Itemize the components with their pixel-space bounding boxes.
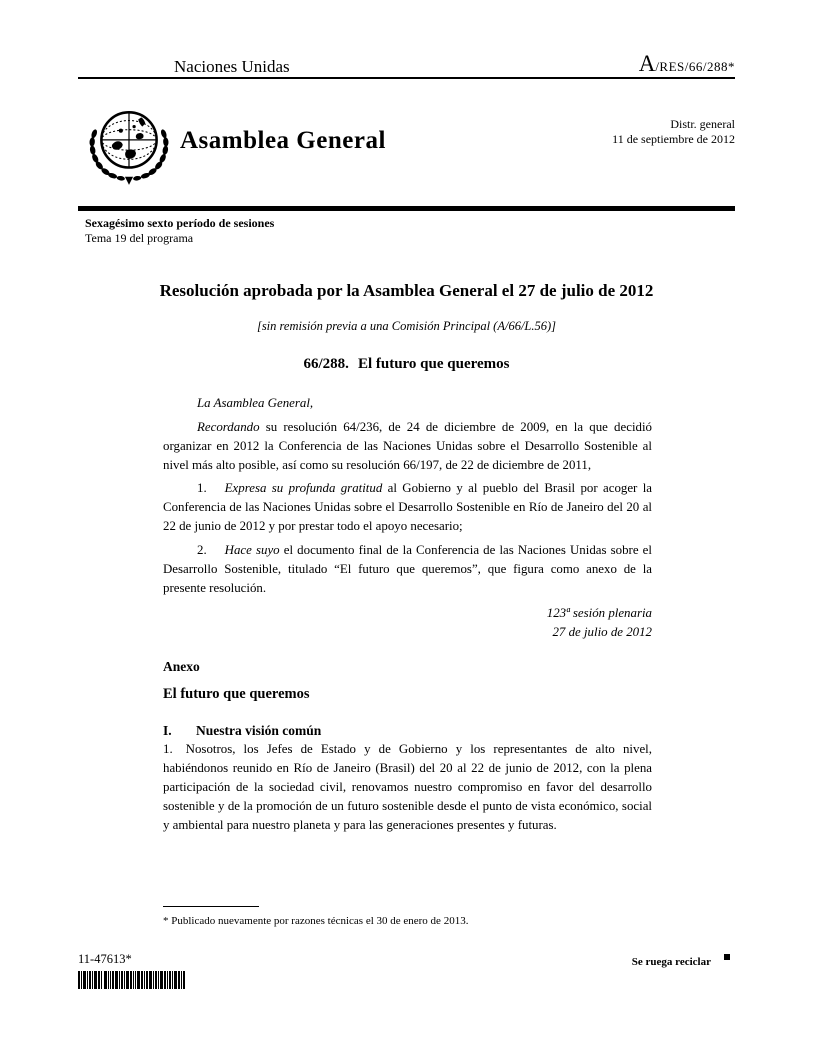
- footnote-block: [163, 906, 652, 928]
- distribution-block: [612, 117, 735, 189]
- paragraph-number: 2.: [197, 542, 207, 557]
- header-rule: [78, 206, 735, 211]
- annex-title: El futuro que queremos: [163, 685, 310, 702]
- section-heading: [163, 721, 652, 740]
- resolution-name: El futuro que queremos: [357, 356, 510, 372]
- session-block: [85, 216, 274, 246]
- footnote-text: * Publicado nuevamente por razones técnicas el 30 de enero de 2013.: [163, 915, 469, 927]
- operative-paragraph-2: [163, 541, 652, 598]
- preamble-rest: su resolución 64/236, de 24 de diciembre de 2009, en la que decidió organizar en 2012 la Conferencia de las Naciones Unidas sobre el Desarrollo Sostenible al nivel más alto posible, así como su resolución 66/197, de 22 de diciembre de 2011,: [163, 419, 652, 472]
- recycle-note: [632, 956, 730, 968]
- paragraph-rest: al Gobierno y al pueblo del Brasil por acoger la Conferencia de las Naciones Unidas sobre el Desarrollo Sostenible en Río de Janeiro del 20 al 22 de junio de 2012 y por prestar todo el apoyo necesario;: [163, 481, 653, 533]
- recycle-text: Se ruega reciclar: [631, 956, 711, 968]
- resolution-number-line: [78, 356, 735, 373]
- paragraph-number: 1.: [163, 741, 173, 756]
- plenary-session: 123ª sesión plenaria: [546, 605, 652, 620]
- paragraph-number: 1.: [197, 481, 207, 495]
- opening-line: La Asamblea General,: [197, 396, 314, 410]
- document-job-number: 11-47613*: [78, 952, 132, 966]
- agenda-item: Tema 19 del programa: [85, 231, 194, 245]
- org-name: Naciones Unidas: [174, 57, 290, 76]
- masthead: [78, 53, 735, 79]
- doc-symbol: [638, 51, 735, 77]
- operative-paragraph-1: [163, 479, 652, 536]
- paragraph-lead: Hace suyo: [224, 542, 280, 557]
- paragraph-text: Nosotros, los Jefes de Estado y de Gobierno y los representantes de alto nivel, habiéndonos reunido en Río de Janeiro (Brasil) del 20 al 22 de junio de 2012, con la plena participación de la sociedad civil, renovamos nuestro compromiso en favor del desarrollo sostenible y de la promoción de un futuro sostenible desde el punto de vista económico, social y ambiental para nuestro planeta y para las generaciones presentes y futuras.: [163, 741, 652, 832]
- doc-symbol-letter: A: [638, 51, 656, 76]
- doc-symbol-rest: /RES/66/288*: [655, 59, 735, 74]
- paragraph-rest: el documento final de la Conferencia de las Naciones Unidas sobre el Desarrollo Sostenible, titulado “El futuro que queremos”, que figura como anexo de la presente resolución.: [163, 542, 652, 595]
- section-title: Nuestra visión común: [196, 722, 322, 738]
- annex-paragraph-1: [163, 740, 652, 835]
- resolution-heading: [78, 281, 735, 373]
- un-emblem-icon: [84, 99, 174, 189]
- footnote-rule: [163, 906, 259, 907]
- recycle-icon: [724, 954, 730, 960]
- paragraph-lead: Expresa su profunda gratitud: [224, 481, 383, 495]
- org-title: Asamblea General: [180, 127, 386, 154]
- resolution-note: [sin remisión previa a una Comisión Principal (A/66/L.56)]: [256, 319, 557, 333]
- header-row: [84, 99, 735, 189]
- preamble-lead: Recordando: [197, 419, 260, 434]
- annex-label: Anexo: [163, 658, 200, 674]
- distribution-label: Distr. general: [670, 117, 735, 131]
- section-number: I.: [163, 722, 172, 738]
- session-title: Sexagésimo sexto período de sesiones: [85, 216, 275, 230]
- resolution-body: [163, 394, 652, 839]
- resolution-title: Resolución aprobada por la Asamblea General el 27 de julio de 2012: [159, 281, 654, 300]
- resolution-number: 66/288.: [303, 356, 349, 372]
- plenary-date: 27 de julio de 2012: [552, 624, 652, 639]
- document-date: 11 de septiembre de 2012: [612, 132, 735, 146]
- plenary-block: [163, 604, 652, 642]
- barcode: [78, 971, 185, 989]
- preamble-paragraph: [163, 418, 652, 475]
